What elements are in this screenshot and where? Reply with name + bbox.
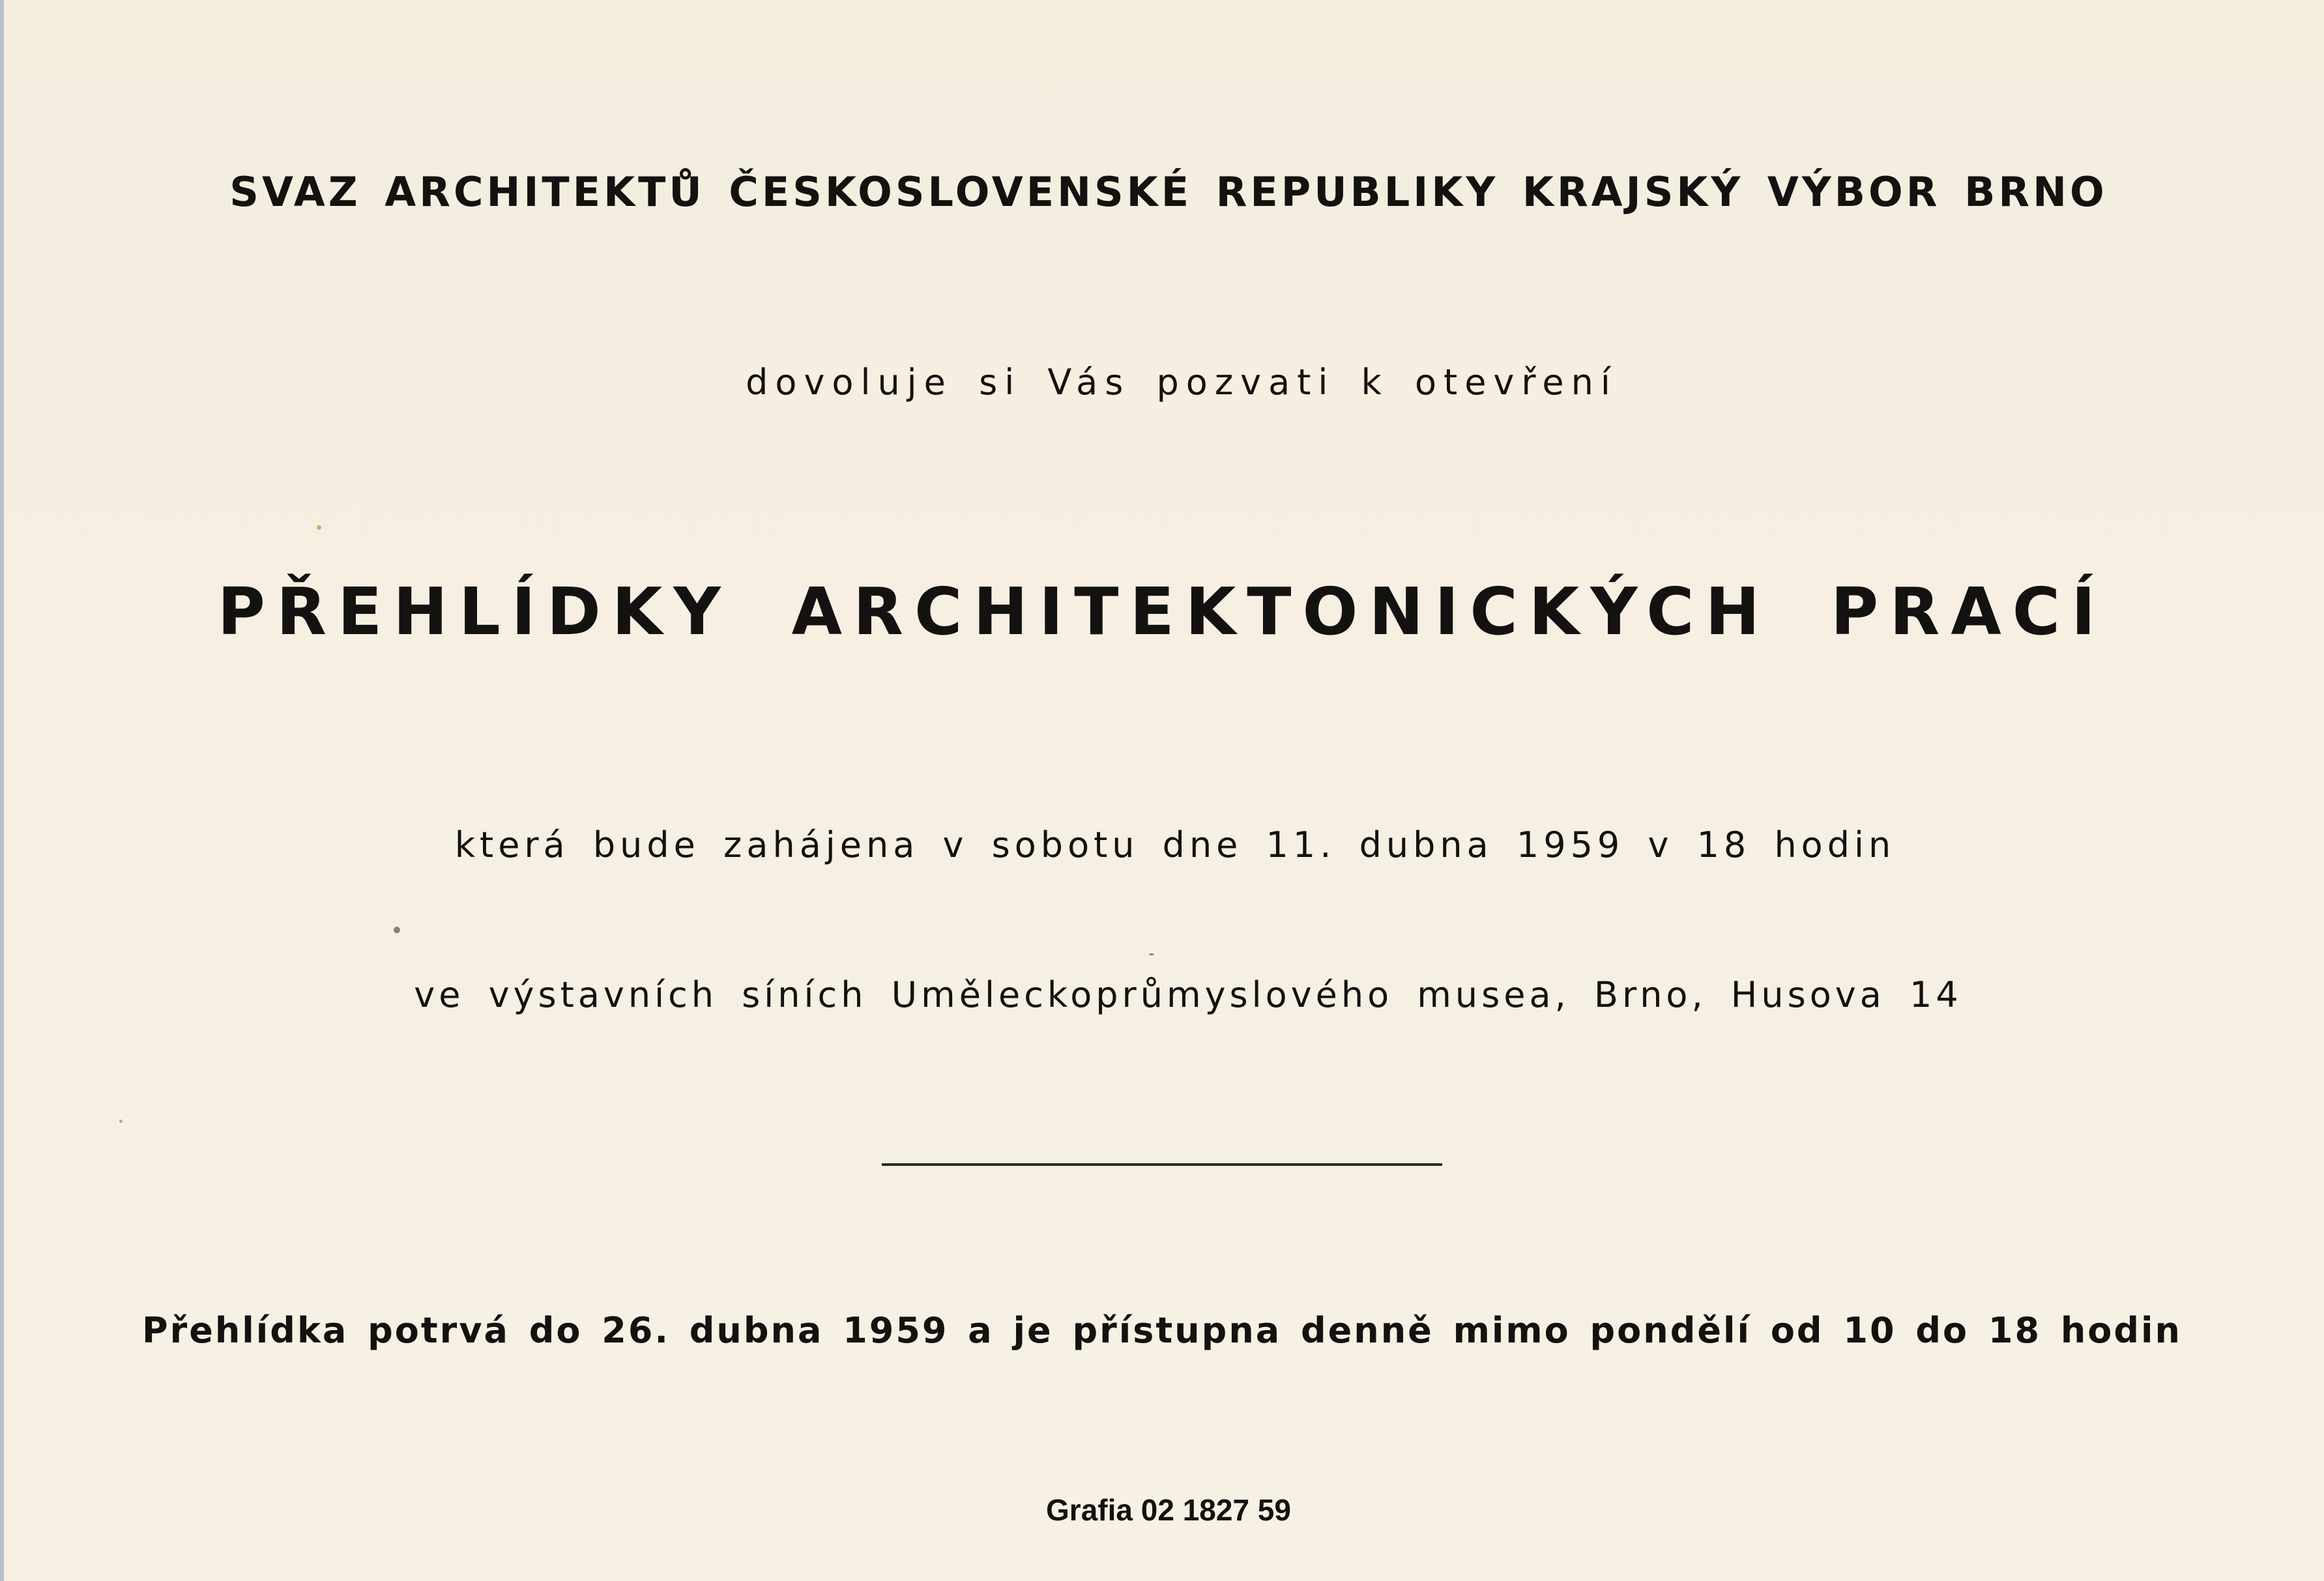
organization-heading: SVAZ ARCHITEKTŮ ČESKOSLOVENSKÉ REPUBLIKY KRAJSKÝ VÝBOR BRNO [229, 168, 2108, 216]
divider-rule [882, 1163, 1442, 1166]
paper-speck [317, 525, 321, 530]
paper-speck [1149, 953, 1154, 955]
paper-speck [394, 927, 400, 933]
opening-date-line: která bude zahájena v sobotu dne 11. dubna 1959 v 18 hodin [454, 824, 1896, 865]
exhibition-title: PŘEHLÍDKY ARCHITEKTONICKÝCH PRACÍ [217, 573, 2107, 650]
invitation-line: dovoluje si Vás pozvati k otevření [746, 362, 1618, 403]
printer-mark: Grafia 02 1827 59 [1046, 1493, 1291, 1527]
paper-speck [119, 1120, 123, 1123]
venue-line: ve výstavních síních Uměleckoprůmyslového musea, Brno, Husova 14 [414, 974, 1962, 1015]
duration-line: Přehlídka potrvá do 26. dubna 1959 a je přístupna denně mimo pondělí od 10 do 18 hodin [142, 1310, 2182, 1351]
